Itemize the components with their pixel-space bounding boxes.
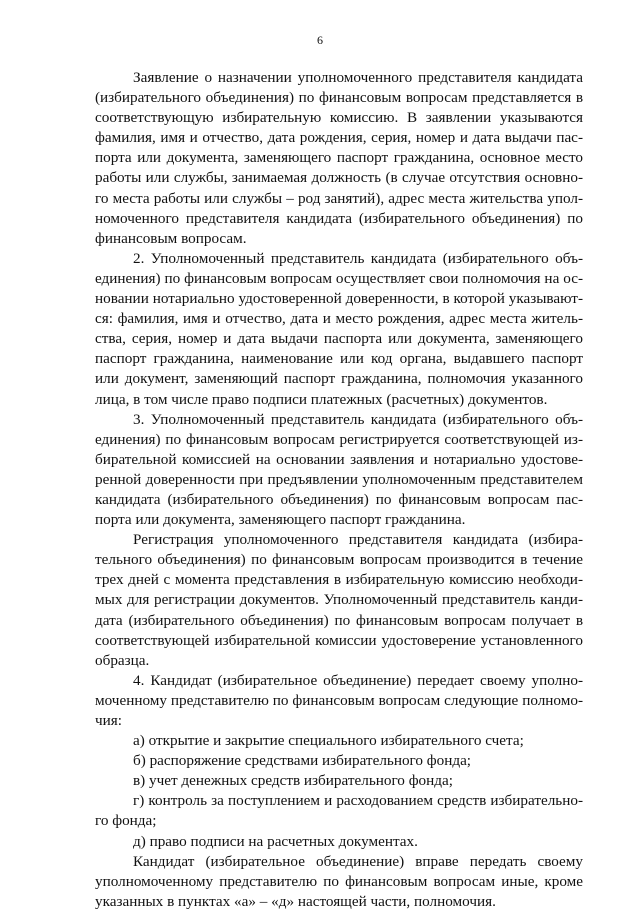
list-item-g: г) контроль за поступлением и расходованием средств избирательного фонда;: [95, 792, 583, 830]
document-body: [95, 68, 583, 912]
paragraph-other-powers: Кандидат (избирательное объединение) вправе передать своему уполномоченному представителю по финансовым вопросам иные, кроме указанных в пунктах «а» – «д» настоящей части, полномочия.: [95, 852, 583, 910]
list-item-a: а) открытие и закрытие специального избирательного счета;: [133, 732, 524, 750]
paragraph-registration: Регистрация уполномоченного представителя кандидата (избирательного объединения) по финансовым вопросам производится в течение трех дней с момента представления в избирательную комиссию необходимых для регистрации документов. Уполномоченный представитель кандидата (избирательного объединения) по финансовым вопросам получает в соответствующей избирательной комиссии удостоверение установленного образца.: [95, 531, 583, 669]
list-item-b: б) распоряжение средствами избирательного фонда;: [133, 752, 472, 770]
list-item-d: д) право подписи на расчетных документах.: [133, 832, 418, 850]
paragraph-item-3: 3. Уполномоченный представитель кандидата (избирательного объединения) по финансовым вопросам регистрируется соответствующей избирательной комиссией на основании заявления и нотариально удостоверенной доверенности при предъявлении уполномоченным представителем кандидата (избирательного объединения) по финансовым вопросам паспорта или документа, заменяющего паспорт гражданина.: [95, 410, 583, 529]
list-item-v: в) учет денежных средств избирательного фонда;: [133, 772, 453, 790]
paragraph-application: Заявление о назначении уполномоченного представителя кандидата (избирательного объединения) по финансовым вопросам представляется в соответствующую избирательную комиссию. В заявлении указываются фамилия, имя и отчество, дата рождения, серия, номер и дата выдачи паспорта или документа, заменяющего паспорт гражданина, основное место работы или службы, занимаемая должность (в случае отсутствия основного места работы или службы – род занятий), адрес места жительства уполномоченного представителя кандидата (избирательного объединения) по финансовым вопросам.: [95, 69, 583, 247]
page-number: 6: [317, 33, 323, 47]
paragraph-item-2: 2. Уполномоченный представитель кандидата (избирательного объединения) по финансовым вопросам осуществляет свои полномочия на основании нотариально удостоверенной доверенности, в которой указываются: фамилия, имя и отчество, дата и место рождения, адрес места жительства, серия, номер и дата выдачи паспорта или документа, заменяющего паспорт гражданина, наименование или код органа, выдавшего паспорт или документ, заменяющий паспорт гражданина, полномочия указанного лица, в том числе право подписи платежных (расчетных) документов.: [95, 249, 583, 408]
paragraph-item-4: 4. Кандидат (избирательное объединение) передает своему уполномоченному представителю по финансовым вопросам следующие полномочия:: [95, 671, 583, 729]
